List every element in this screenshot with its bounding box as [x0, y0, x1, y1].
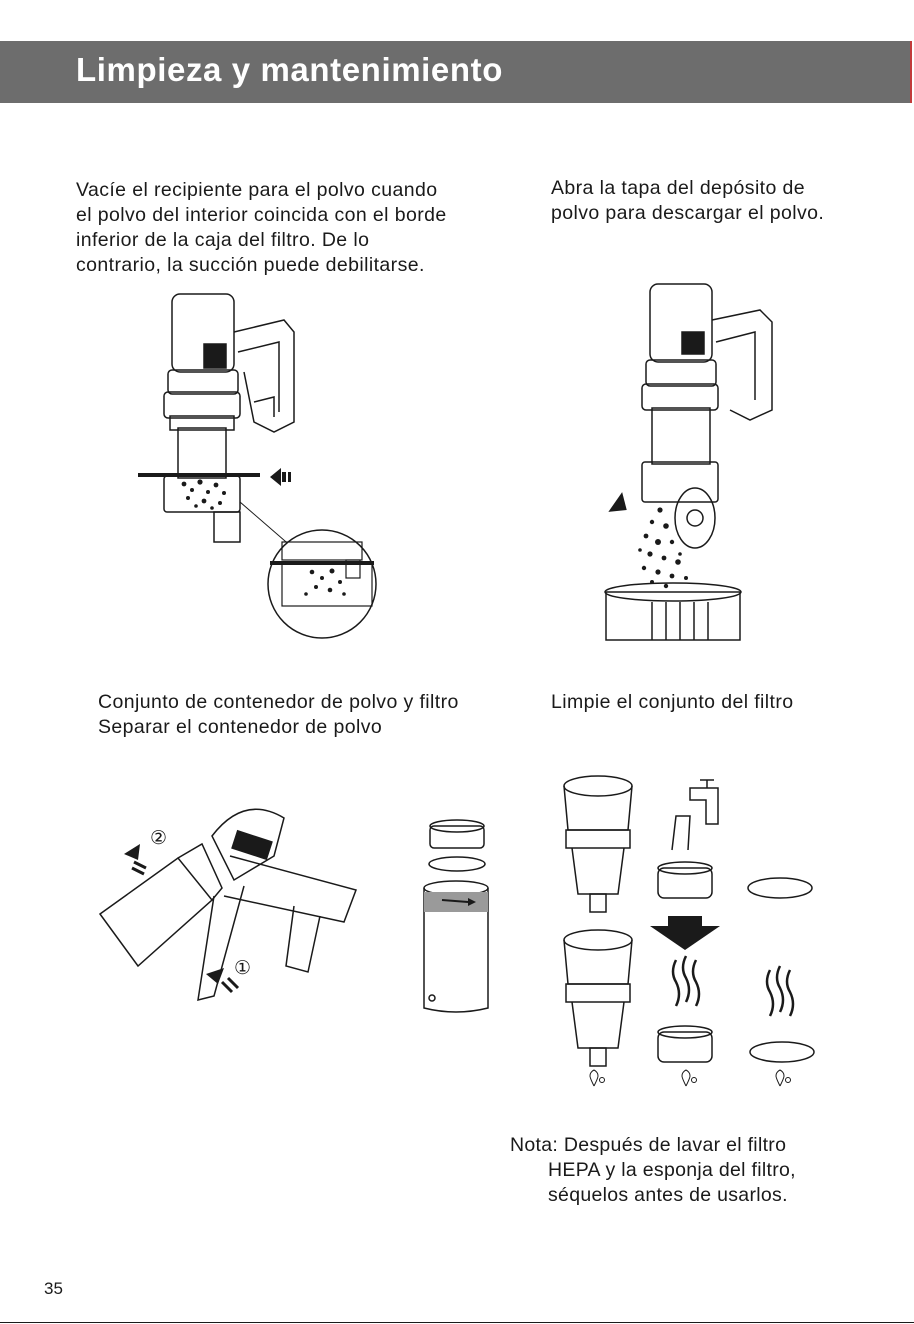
note-block	[510, 1133, 796, 1208]
page-number: 35	[44, 1279, 63, 1298]
empty-bin-instruction: Vacíe el recipiente para el polvo cuando el polvo del interior coincida con el borde inferior de la caja del filtro. De lo contrario, la succión puede debilitarse.	[76, 179, 447, 276]
step-1-label: ①	[234, 957, 252, 979]
vacuum-emptying-illustration	[600, 280, 796, 642]
figure-filter-cleaning	[550, 770, 830, 1094]
drying-icon	[673, 956, 793, 1016]
down-arrow-icon	[650, 916, 720, 950]
note-line-3: séquelos antes de usarlos.	[548, 1184, 788, 1206]
filter-cleaning-illustration	[550, 770, 830, 1094]
separate-container-instruction: Conjunto de contenedor de polvo y filtro Separar el contenedor de polvo	[98, 691, 459, 738]
clean-filter-instruction: Limpie el conjunto del filtro	[551, 691, 794, 713]
step-2-label: ②	[150, 827, 168, 849]
container-separation-illustration	[94, 796, 364, 1010]
figure-separate-container	[94, 796, 364, 1010]
note-line-2: HEPA y la esponja del filtro,	[548, 1159, 796, 1181]
footer-rule	[0, 1322, 914, 1323]
open-lid-instruction: Abra la tapa del depósito de polvo para descargar el polvo.	[551, 177, 825, 224]
note-line-1: Nota: Después de lavar el filtro	[510, 1134, 787, 1156]
figure-dust-discharge	[600, 280, 796, 642]
vacuum-dust-level-illustration	[134, 292, 394, 644]
figure-dust-level	[134, 292, 394, 644]
header-band	[0, 41, 912, 103]
page-title: Limpieza y mantenimiento	[76, 51, 503, 88]
step-2-arrow-icon	[124, 844, 146, 874]
water-drops-icon	[590, 1070, 791, 1086]
container-parts-illustration	[418, 818, 494, 1014]
figure-container-parts	[418, 818, 494, 1014]
